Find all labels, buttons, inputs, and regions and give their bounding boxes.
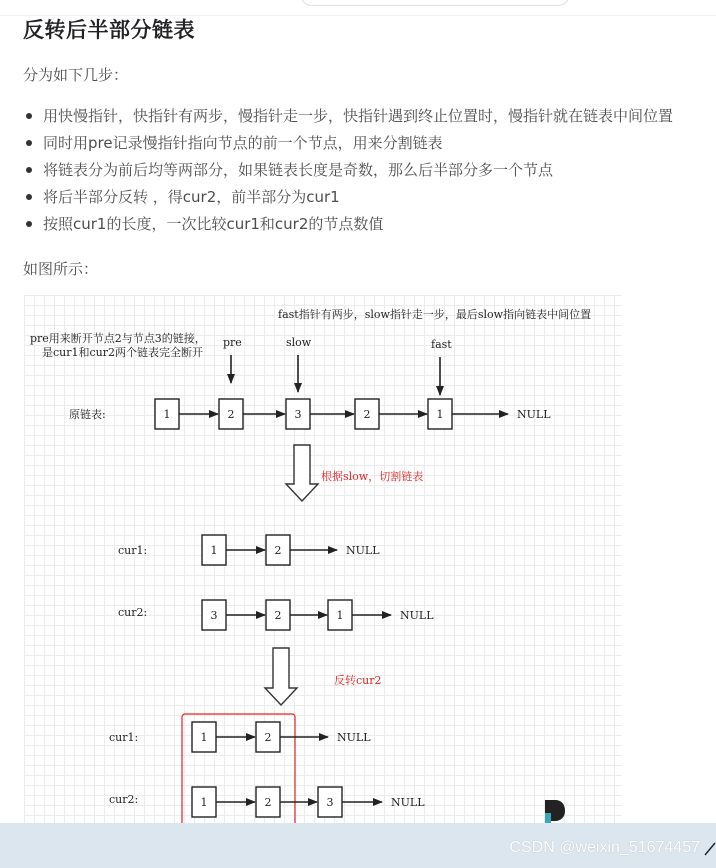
- intro-text: 分为如下几步：: [23, 66, 129, 84]
- node-value: 2: [274, 544, 282, 557]
- original-list-label: 原链表:: [69, 408, 106, 421]
- steps-list: [23, 104, 673, 239]
- top-search-bar[interactable]: [300, 0, 570, 6]
- node-value: 1: [210, 544, 218, 557]
- figure-caption: 如图所示：: [23, 260, 99, 278]
- node-value: 1: [336, 609, 344, 622]
- cur1-label: cur1:: [109, 731, 139, 744]
- pointer-label-fast: fast: [431, 338, 452, 351]
- node-value: 2: [227, 408, 235, 421]
- node-value: 3: [294, 408, 302, 421]
- step-item: 用快慢指针，快指针有两步，慢指针走一步，快指针遇到终止位置时，慢指针就在链表中间位置: [23, 104, 673, 131]
- cur2-label: cur2:: [109, 793, 139, 806]
- null-label: NULL: [346, 544, 380, 557]
- node-value: 2: [264, 796, 272, 809]
- step-item: 按照cur1的长度，一次比较cur1和cur2的节点数值: [23, 212, 673, 239]
- null-label: NULL: [391, 796, 425, 809]
- node-value: 3: [210, 609, 218, 622]
- node-value: 3: [326, 796, 334, 809]
- article-heading: 反转后半部分链表: [23, 18, 195, 42]
- step-item: 将链表分为前后均等两部分，如果链表长度是奇数，那么后半部分多一个节点: [23, 158, 673, 185]
- node-value: 1: [163, 408, 171, 421]
- null-label: NULL: [400, 609, 434, 622]
- pointer-label-pre: pre: [223, 336, 242, 349]
- node-value: 1: [436, 408, 444, 421]
- resize-handle-icon[interactable]: [704, 842, 716, 856]
- cur1-label: cur1:: [118, 544, 148, 557]
- null-label: NULL: [337, 731, 371, 744]
- csdn-watermark: CSDN @weixin_51674457: [509, 839, 700, 856]
- node-value: 1: [200, 796, 208, 809]
- step-item: 将后半部分反转 ，得cur2，前半部分为cur1: [23, 185, 673, 212]
- reverse-down-arrow: [265, 648, 297, 705]
- note-pre-1: pre用来断开节点2与节点3的链接，: [30, 332, 206, 345]
- reverse-note: 反转cur2: [334, 674, 382, 687]
- null-label: NULL: [517, 408, 551, 421]
- split-note: 根据slow，切割链表: [321, 470, 424, 483]
- linked-list-diagram: [24, 295, 622, 825]
- cur2-label: cur2:: [118, 606, 148, 619]
- note-fast-slow: fast指针有两步，slow指针走一步，最后slow指向链表中间位置: [278, 308, 592, 321]
- node-value: 2: [274, 609, 282, 622]
- node-value: 2: [264, 731, 272, 744]
- step-item: 同时用pre记录慢指针指向节点的前一个节点，用来分割链表: [23, 131, 673, 158]
- pointer-label-slow: slow: [286, 336, 312, 349]
- split-down-arrow: [286, 445, 318, 501]
- note-pre-2: 是cur1和cur2两个链表完全断开: [42, 346, 204, 359]
- node-value: 2: [363, 408, 371, 421]
- diagram-canvas: [24, 295, 622, 825]
- node-value: 1: [200, 731, 208, 744]
